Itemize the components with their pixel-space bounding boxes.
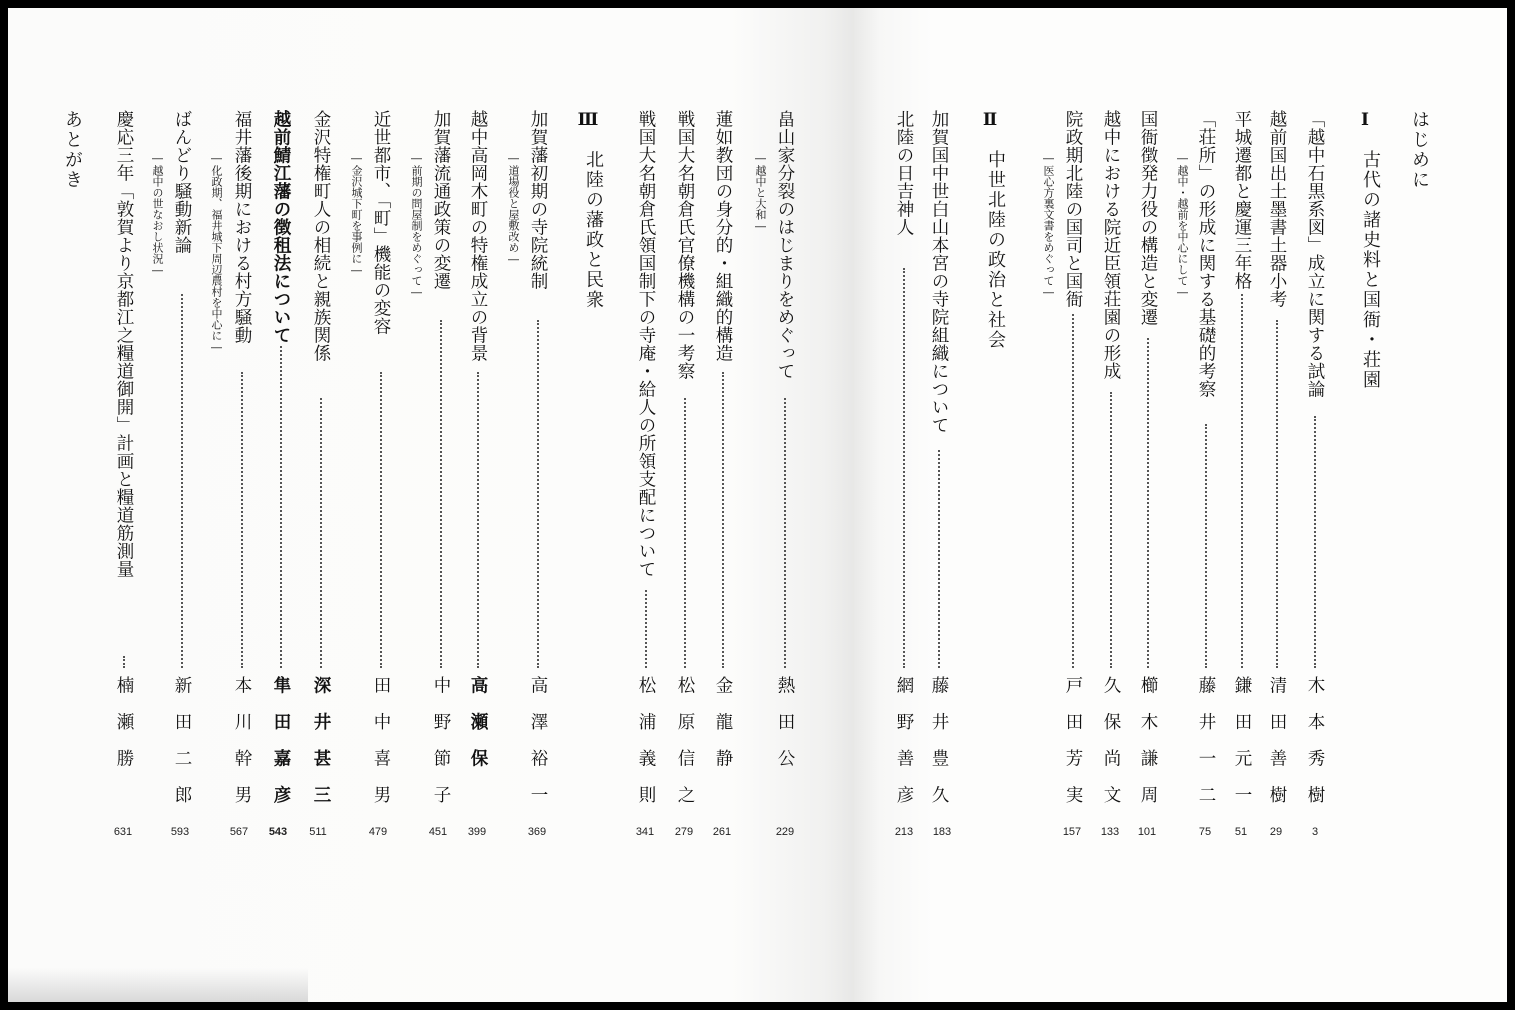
toc-entry-author: 深井甚三 — [311, 676, 331, 822]
toc-entry-author: 高瀬保 — [468, 676, 488, 786]
page-shadow — [8, 968, 308, 1002]
toc-entry-page: 157 — [1062, 826, 1082, 838]
toc-entry-title: 蓮如教団の身分的・組織的構造 — [710, 110, 736, 670]
toc-entry-author: 新田二郎 — [172, 676, 192, 822]
toc-entry-page: 631 — [113, 826, 133, 838]
toc-entry-title: 金沢特権町人の相続と親族関係 — [308, 110, 334, 670]
toc-entry-author: 田中喜男 — [371, 676, 391, 822]
toc-entry-author: 久保尚文 — [1101, 676, 1121, 822]
toc-entry-page: 183 — [932, 826, 952, 838]
toc-entry-author: 松浦義則 — [636, 676, 656, 822]
toc-entry-page: 593 — [170, 826, 190, 838]
hajimeni-heading: はじめに — [1409, 110, 1430, 190]
toc-entry-title: 慶応三年「敦賀より京都江之糧道御開」計画と糧道筋測量 — [111, 110, 137, 670]
toc-entry-subtitle: ―道場役と屋敷改め― — [507, 152, 520, 266]
toc-entry-title: 「越中石黒系図」成立に関する試論 — [1302, 110, 1328, 670]
toc-entry-page: 261 — [712, 826, 732, 838]
toc-entry-author: 鎌田元一 — [1232, 676, 1252, 822]
toc-entry-title: 加賀藩流通政策の変遷 — [428, 110, 454, 670]
toc-entry-title: 越中における院近臣領荘園の形成 — [1098, 110, 1124, 670]
toc-entry-author: 戸田芳実 — [1063, 676, 1083, 822]
toc-entry-title: 越前国出土墨書土器小考 — [1264, 110, 1290, 670]
toc-entry-author: 中野節子 — [431, 676, 451, 822]
toc-entry-subtitle: ―前期の問屋制をめぐって― — [410, 152, 423, 299]
toc-entry-author: 櫛木謙周 — [1138, 676, 1158, 822]
toc-entry-author: 本川幹男 — [232, 676, 252, 822]
toc-entry-title: ばんどり騒動新論 — [169, 110, 195, 670]
toc-entry-author: 楠瀬勝 — [114, 676, 134, 786]
toc-entry-title: 近世都市、「町」機能の変容 — [368, 110, 394, 670]
toc-entry-subtitle: ―化政期、福井城下周辺農村を中心に― — [210, 152, 223, 354]
toc-entry-author: 熱田公 — [775, 676, 795, 786]
toc-entry-title: 加賀国中世白山本宮の寺院組織について — [926, 110, 952, 670]
toc-entry-title: 「荘所」の形成に関する基礎的考察 — [1193, 110, 1219, 670]
toc-entry-author: 清田善樹 — [1267, 676, 1287, 822]
toc-entry-title: 平城遷都と慶運三年格 — [1229, 110, 1255, 670]
toc-entry-page: 369 — [527, 826, 547, 838]
toc-entry-author: 高澤裕一 — [528, 676, 548, 822]
toc-entry-subtitle: ―医心方裏文書をめぐって― — [1042, 152, 1055, 299]
toc-entry-author: 藤井豊久 — [929, 676, 949, 822]
toc-entry-title: 北陸の日吉神人 — [891, 110, 917, 670]
toc-entry-author: 金龍静 — [713, 676, 733, 786]
toc-entry-page: 451 — [428, 826, 448, 838]
toc-entry-page: 29 — [1269, 826, 1283, 838]
toc-entry-page: 101 — [1137, 826, 1157, 838]
toc-entry-title: 国衙徴発力役の構造と変遷 — [1135, 110, 1161, 670]
toc-entry-author: 隼田嘉彦 — [271, 676, 291, 822]
toc-entry-page: 279 — [674, 826, 694, 838]
toc-entry-title: 越前鯖江藩の徴租法について — [268, 110, 294, 670]
toc-entry-title: 畠山家分裂のはじまりをめぐって — [772, 110, 798, 670]
toc-entry-author: 藤井一二 — [1196, 676, 1216, 822]
toc-entry-subtitle: ―越中・越前を中心にして― — [1176, 152, 1189, 299]
toc-entry-subtitle: ―金沢城下町を事例に― — [350, 152, 363, 277]
toc-entry-title: 戦国大名朝倉氏官僚機構の一考察 — [672, 110, 698, 670]
toc-entry-page: 229 — [775, 826, 795, 838]
toc-entry-page: 543 — [268, 826, 288, 838]
toc-entry-subtitle: ―越中の世なおし状況― — [151, 152, 164, 277]
toc-entry-page: 75 — [1198, 826, 1212, 838]
part-2-heading: Ⅱ 中世北陸の政治と社会 — [980, 110, 1006, 350]
part-3-heading: Ⅲ 北陸の藩政と民衆 — [578, 110, 604, 310]
toc-entry-title: 戦国大名朝倉氏領国制下の寺庵・給人の所領支配について — [633, 110, 659, 670]
toc-entry-author: 松原信之 — [675, 676, 695, 822]
toc-entry-author: 木本秀樹 — [1305, 676, 1325, 822]
part-1-heading: Ⅰ 古代の諸史料と国衙・荘園 — [1355, 110, 1381, 390]
toc-entry-page: 3 — [1311, 826, 1319, 838]
toc-entry-title: 越中高岡木町の特権成立の背景 — [465, 110, 491, 670]
toc-entry-page: 479 — [368, 826, 388, 838]
toc-entry-page: 399 — [467, 826, 487, 838]
toc-entry-title: 福井藩後期における村方騒動 — [229, 110, 255, 670]
toc-entry-page: 511 — [309, 826, 327, 838]
atogaki-heading: あとがき — [62, 110, 83, 190]
toc-entry-page: 213 — [894, 826, 914, 838]
toc-entry-page: 341 — [635, 826, 655, 838]
toc-entry-page: 133 — [1100, 826, 1120, 838]
toc-entry-page: 567 — [229, 826, 249, 838]
toc-entry-title: 院政期北陸の国司と国衙 — [1060, 110, 1086, 670]
toc-entry-subtitle: ―越中と大和― — [754, 152, 767, 233]
toc-entry-page: 51 — [1234, 826, 1248, 838]
toc-entry-author: 網野善彦 — [894, 676, 914, 822]
toc-entry-title: 加賀藩初期の寺院統制 — [525, 110, 551, 670]
